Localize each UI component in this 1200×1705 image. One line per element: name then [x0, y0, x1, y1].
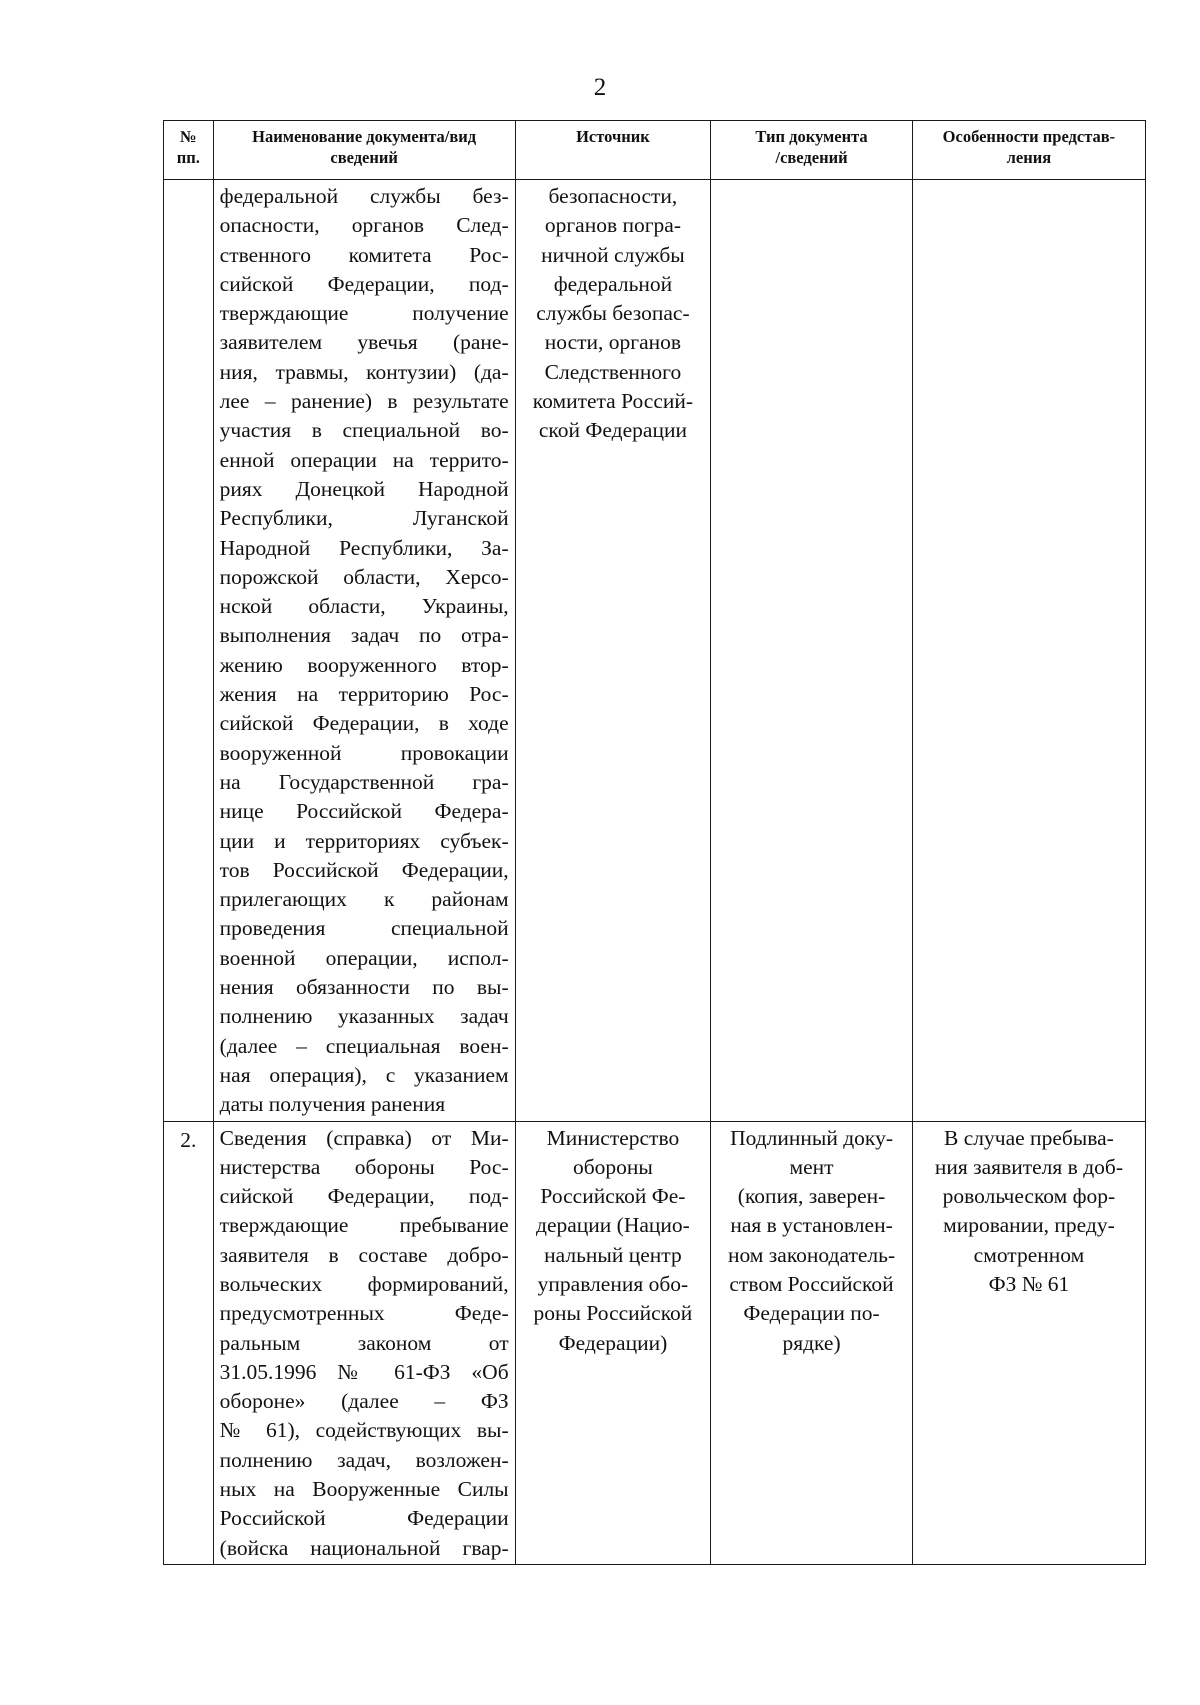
header-document-type-line: /сведений: [775, 148, 848, 167]
cell-text-line: сийской Федерации, под-: [219, 271, 509, 296]
cell-text-line: ральным законом от: [219, 1330, 509, 1355]
cell-text-line: обороны: [572, 1154, 653, 1179]
cell-text-line: полнению задач, возложен-: [219, 1447, 509, 1472]
cell-text-line: ности, органов: [544, 330, 682, 355]
cell-text-line: нской области, Украины,: [219, 594, 509, 619]
document-name-cell: [213, 1121, 515, 1564]
cell-text-line: мировании, преду-: [943, 1213, 1115, 1238]
cell-text-line: нения обязанности по вы-: [219, 975, 509, 1000]
cell-text-line: дерации (Нацио-: [536, 1213, 690, 1238]
cell-text-line: Следственного: [544, 359, 682, 384]
cell-text-line: № 61), содействующих вы-: [219, 1418, 509, 1443]
cell-text-line: заявителем увечья (ране-: [219, 330, 509, 355]
cell-text-line: Подлинный доку-: [730, 1125, 893, 1150]
cell-text-line: обороне» (далее – ФЗ: [219, 1389, 509, 1414]
header-document-name: [213, 121, 515, 180]
row-number-cell: [164, 180, 214, 1122]
cell-text-line: нальный центр: [544, 1242, 682, 1267]
cell-text-line: (копия, заверен-: [737, 1184, 886, 1209]
cell-text-line: Российской Фе-: [540, 1184, 686, 1209]
cell-text-line: порожской области, Херсо-: [219, 564, 509, 589]
header-document-type: [711, 121, 913, 180]
cell-text-line: рядке): [782, 1330, 841, 1355]
cell-text-line: ничной службы: [541, 242, 685, 267]
header-features-line: ления: [1006, 148, 1052, 167]
table-row: [164, 1121, 1146, 1564]
header-source: [515, 121, 711, 180]
cell-text-line: ФЗ № 61: [988, 1271, 1070, 1296]
header-source-line: Источник: [576, 127, 650, 146]
header-features-line: Особенности представ-: [942, 127, 1116, 146]
cell-text-line: нистерства обороны Рос-: [219, 1154, 509, 1179]
cell-text-line: федеральной службы без-: [219, 184, 509, 208]
header-features: [912, 121, 1145, 180]
cell-text-line: Министерство: [546, 1125, 680, 1150]
cell-text-line: лее – ранение) в результате: [219, 389, 509, 414]
cell-text-line: нице Российской Федера-: [219, 799, 509, 824]
cell-text-line: сийской Федерации, под-: [219, 1184, 509, 1209]
cell-text-line: Республики, Луганской: [219, 506, 509, 531]
header-document-name-line: Наименование документа/вид: [252, 127, 477, 146]
cell-text-line: предусмотренных Феде-: [219, 1301, 509, 1326]
cell-text-line: 31.05.1996 № 61-ФЗ «Об: [219, 1359, 509, 1384]
cell-text-line: Российской Федерации: [219, 1506, 509, 1531]
document-type-cell: [711, 1121, 913, 1564]
cell-text-line: ции и территориях субъек-: [219, 828, 509, 853]
cell-text-line: ная в установлен-: [730, 1213, 893, 1238]
cell-text-line: службы безопас-: [536, 301, 690, 326]
cell-text-line: на Государственной гра-: [219, 769, 509, 794]
cell-text-line: сийской Федерации, в ходе: [219, 711, 509, 736]
cell-text-line: ная операция), с указанием: [219, 1062, 509, 1087]
header-number: [164, 121, 214, 180]
cell-text-line: В случае пребыва-: [944, 1125, 1114, 1150]
document-table: [163, 120, 1146, 1565]
cell-text-line: ния, травмы, контузии) (да-: [219, 359, 509, 384]
cell-text-line: риях Донецкой Народной: [219, 476, 509, 501]
cell-text-line: ской Федерации: [538, 418, 687, 443]
document-type-cell: [711, 180, 913, 1122]
cell-text-line: даты получения ранения: [219, 1092, 446, 1117]
cell-text-line: заявителя в составе добро-: [219, 1242, 509, 1267]
header-number-line: пп.: [176, 148, 200, 167]
cell-text-line: роны Российской: [533, 1301, 693, 1326]
cell-text-line: органов погра-: [544, 213, 682, 238]
document-name-cell: [213, 180, 515, 1122]
row-number-cell: 2.: [164, 1121, 214, 1564]
cell-text-line: (далее – специальная воен-: [219, 1033, 509, 1058]
cell-text-line: ством Российской: [729, 1271, 894, 1296]
cell-text-line: прилегающих к районам: [219, 887, 509, 912]
cell-text-line: жения на территорию Рос-: [219, 682, 509, 707]
cell-text-line: тверждающие получение: [219, 301, 509, 326]
cell-text-line: тверждающие пребывание: [219, 1213, 509, 1238]
cell-text-line: комитета Россий-: [532, 389, 694, 414]
header-document-type-line: Тип документа: [755, 127, 868, 146]
cell-text-line: управления обо-: [537, 1271, 689, 1296]
cell-text-line: енной операции на террито-: [219, 447, 509, 472]
page-number: 2: [593, 74, 607, 101]
cell-text-line: полнению указанных задач: [219, 1004, 509, 1029]
cell-text-line: вольческих формирований,: [219, 1271, 509, 1296]
cell-text-line: Народной Республики, За-: [219, 535, 509, 560]
source-cell: [515, 1121, 711, 1564]
table-header-row: [164, 121, 1146, 180]
table-row: [164, 180, 1146, 1122]
cell-text-line: ния заявителя в доб-: [934, 1154, 1123, 1179]
cell-text-line: ном законодатель-: [727, 1242, 896, 1267]
cell-text-line: вооруженной провокации: [219, 740, 509, 765]
features-cell: [912, 180, 1145, 1122]
cell-text-line: проведения специальной: [219, 916, 509, 941]
cell-text-line: тов Российской Федерации,: [219, 857, 509, 882]
cell-text-line: мент: [789, 1154, 834, 1179]
cell-text-line: (войска национальной гвар-: [219, 1535, 509, 1560]
features-cell: [912, 1121, 1145, 1564]
cell-text-line: безопасности,: [548, 184, 678, 208]
cell-text-line: ных на Вооруженные Силы: [219, 1477, 509, 1502]
cell-text-line: выполнения задач по отра-: [219, 623, 509, 648]
cell-text-line: смотренном: [973, 1242, 1085, 1267]
cell-text-line: Сведения (справка) от Ми-: [219, 1125, 509, 1150]
cell-text-line: участия в специальной во-: [219, 418, 509, 443]
header-number-line: №: [180, 127, 197, 146]
source-cell: [515, 180, 711, 1122]
header-document-name-line: сведений: [330, 148, 398, 167]
cell-text-line: Федерации): [558, 1330, 668, 1355]
cell-text-line: ственного комитета Рос-: [219, 242, 509, 267]
cell-text-line: Федерации по-: [743, 1301, 880, 1326]
cell-text-line: федеральной: [553, 271, 673, 296]
cell-text-line: опасности, органов След-: [219, 213, 509, 238]
cell-text-line: жению вооруженного втор-: [219, 652, 509, 677]
cell-text-line: военной операции, испол-: [219, 945, 509, 970]
cell-text-line: ровольческом фор-: [942, 1184, 1116, 1209]
